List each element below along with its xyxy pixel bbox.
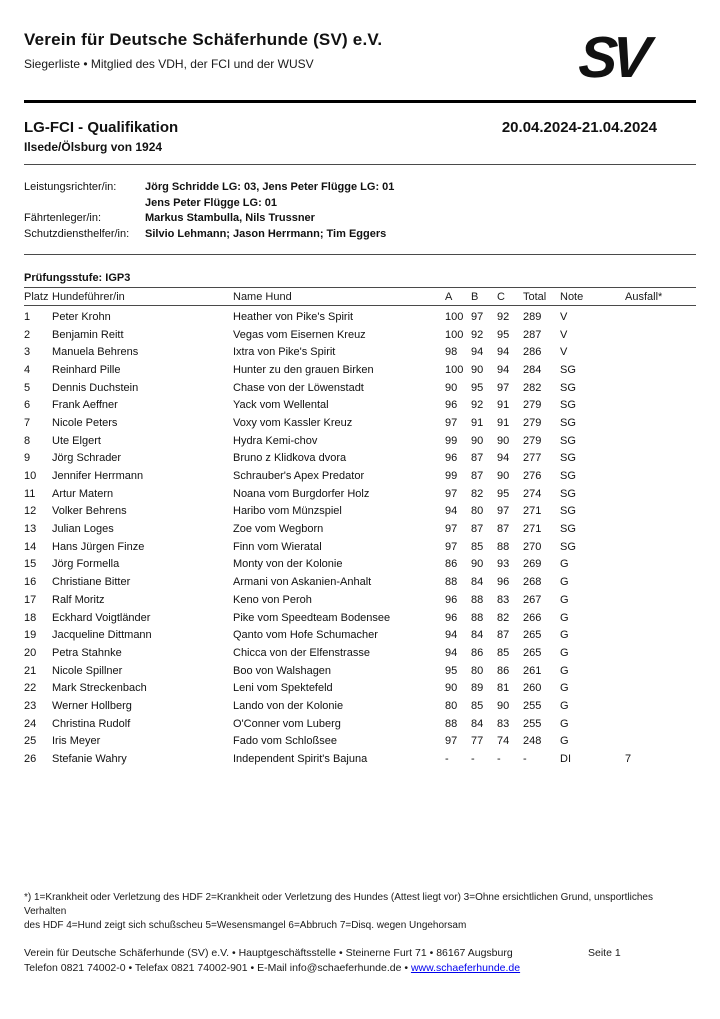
cell-note: SG	[560, 523, 576, 536]
cell-dog-name: Lando von der Kolonie	[233, 699, 344, 712]
cell-dog-name: Schrauber's Apex Predator	[233, 470, 365, 483]
cell-note: SG	[560, 434, 576, 447]
spacer	[24, 768, 696, 891]
footer-contact: Telefon 0821 74002-0 • Telefax 0821 74002-901 • E-Mail info@schaeferhunde.de •	[24, 961, 411, 974]
official-label: Fährtenleger/in:	[24, 212, 102, 224]
cell-score-b: 97	[471, 310, 484, 323]
cell-score-c: 97	[497, 381, 510, 394]
cell-note: V	[560, 310, 568, 323]
cell-score-a: 99	[445, 434, 458, 447]
cell-handler: Nicole Spillner	[52, 664, 123, 677]
result-row	[24, 467, 696, 485]
result-row	[24, 644, 696, 662]
cell-dog-name: Pike vom Speedteam Bodensee	[233, 611, 391, 624]
cell-platz: 13	[24, 523, 37, 536]
cell-score-a: 88	[445, 717, 458, 730]
result-row	[24, 609, 696, 627]
official-value: Jörg Schridde LG: 03, Jens Peter Flügge LG: 01	[145, 181, 395, 193]
cell-total: 276	[523, 470, 542, 483]
cell-dog-name: Monty von der Kolonie	[233, 558, 343, 571]
cell-dog-name: Noana vom Burgdorfer Holz	[233, 487, 370, 500]
result-row	[24, 343, 696, 361]
result-row	[24, 432, 696, 450]
cell-score-c: 81	[497, 682, 510, 695]
footer-address: Verein für Deutsche Schäferhunde (SV) e.V. • Hauptgeschäftsstelle • Steinerne Furt 71 • 86167 Augsburg	[24, 947, 513, 959]
cell-score-a: 94	[445, 629, 458, 642]
cell-score-c: 94	[497, 363, 510, 376]
cell-score-a: 96	[445, 611, 458, 624]
cell-platz: 8	[24, 434, 31, 447]
official-row	[24, 196, 696, 212]
cell-score-b: 92	[471, 399, 484, 412]
cell-score-c: 94	[497, 346, 510, 359]
cell-note: G	[560, 629, 569, 642]
result-row	[24, 379, 696, 397]
results-header-row	[24, 288, 696, 305]
cell-dog-name: Fado vom Schloßsee	[233, 735, 337, 748]
cell-handler: Artur Matern	[52, 487, 114, 500]
website-link[interactable]: www.schaeferhunde.de	[410, 961, 521, 974]
cell-platz: 18	[24, 611, 37, 624]
cell-score-a: 100	[445, 328, 464, 341]
result-row	[24, 326, 696, 344]
cell-score-a: 96	[445, 593, 458, 606]
cell-handler: Frank Aeffner	[52, 399, 118, 412]
cell-platz: 26	[24, 753, 37, 766]
result-row	[24, 591, 696, 609]
cell-score-a: 80	[445, 699, 458, 712]
cell-handler: Jörg Schrader	[52, 452, 122, 465]
cell-score-c: 92	[497, 310, 510, 323]
cell-total: 266	[523, 611, 542, 624]
cell-note: SG	[560, 399, 576, 412]
official-value: Jens Peter Flügge LG: 01	[145, 196, 278, 209]
cell-score-a: 97	[445, 540, 458, 553]
cell-score-c: 97	[497, 505, 510, 518]
cell-score-c: 87	[497, 523, 510, 536]
cell-note: G	[560, 699, 569, 712]
result-row	[24, 396, 696, 414]
cell-score-a: 100	[445, 363, 464, 376]
cell-platz: 2	[24, 328, 31, 341]
cell-platz: 19	[24, 629, 37, 642]
page-footer	[24, 946, 696, 1019]
cell-platz: 22	[24, 682, 37, 695]
cell-handler: Iris Meyer	[52, 735, 101, 748]
official-label: Leistungsrichter/in:	[24, 181, 117, 193]
cell-total: 248	[523, 735, 542, 748]
cell-dog-name: Armani von Askanien-Anhalt	[233, 576, 372, 589]
result-row	[24, 538, 696, 556]
cell-score-a: 100	[445, 310, 464, 323]
cell-score-b: 80	[471, 505, 484, 518]
col-header-score-c: C	[497, 290, 505, 303]
cell-platz: 16	[24, 576, 37, 589]
official-row	[24, 227, 696, 243]
cell-note: SG	[560, 452, 576, 465]
result-row	[24, 308, 696, 326]
cell-platz: 5	[24, 381, 31, 394]
cell-note: DI	[560, 753, 571, 766]
cell-note: V	[560, 346, 568, 359]
cell-note: G	[560, 611, 569, 624]
divider-thin	[24, 164, 696, 165]
cell-handler: Eckhard Voigtländer	[52, 611, 151, 624]
cell-score-b: 82	[471, 487, 484, 500]
org-name: Verein für Deutsche Schäferhunde (SV) e.V.	[24, 30, 383, 49]
officials-list	[24, 180, 696, 242]
cell-total: 286	[523, 346, 542, 359]
col-header-score-b: B	[471, 290, 479, 303]
cell-score-a: 97	[445, 416, 458, 429]
cell-platz: 15	[24, 558, 37, 571]
cell-platz: 17	[24, 593, 37, 606]
cell-note: G	[560, 664, 569, 677]
col-header-total: Total	[523, 290, 547, 303]
cell-ausfall: 7	[625, 753, 632, 766]
page-number: Seite 1	[588, 947, 621, 959]
cell-total: 277	[523, 452, 542, 465]
cell-score-a: 96	[445, 399, 458, 412]
cell-score-a: 90	[445, 381, 458, 394]
cell-handler: Ute Elgert	[52, 434, 101, 447]
cell-note: SG	[560, 470, 576, 483]
cell-note: G	[560, 735, 569, 748]
cell-handler: Julian Loges	[52, 523, 114, 536]
cell-score-a: -	[445, 753, 449, 766]
cell-score-a: 96	[445, 452, 458, 465]
cell-total: 268	[523, 576, 542, 589]
cell-score-b: 88	[471, 611, 484, 624]
masthead	[24, 25, 696, 90]
cell-score-a: 94	[445, 646, 458, 659]
cell-total: 255	[523, 717, 542, 730]
cell-platz: 20	[24, 646, 37, 659]
cell-score-b: 92	[471, 328, 484, 341]
cell-dog-name: Bruno z Klidkova dvora	[233, 452, 347, 465]
cell-score-b: 91	[471, 416, 484, 429]
cell-platz: 3	[24, 346, 31, 359]
cell-total: 255	[523, 699, 542, 712]
cell-score-b: 85	[471, 699, 484, 712]
cell-dog-name: Hydra Kemi-chov	[233, 434, 318, 447]
result-row	[24, 520, 696, 538]
result-row	[24, 715, 696, 733]
cell-handler: Volker Behrens	[52, 505, 127, 518]
cell-dog-name: Leni vom Spektefeld	[233, 682, 333, 695]
cell-total: 265	[523, 646, 542, 659]
result-row	[24, 750, 696, 768]
cell-score-c: 96	[497, 576, 510, 589]
cell-total: -	[523, 753, 527, 766]
cell-dog-name: Qanto vom Hofe Schumacher	[233, 629, 378, 642]
cell-score-c: 87	[497, 629, 510, 642]
cell-score-b: 90	[471, 434, 484, 447]
cell-note: SG	[560, 416, 576, 429]
results-section	[24, 255, 696, 768]
cell-total: 260	[523, 682, 542, 695]
cell-score-b: 87	[471, 470, 484, 483]
cell-score-b: 95	[471, 381, 484, 394]
cell-note: G	[560, 593, 569, 606]
col-header-platz: Platz	[24, 290, 49, 303]
result-row	[24, 414, 696, 432]
cell-handler: Ralf Moritz	[52, 593, 105, 606]
cell-score-b: 94	[471, 346, 484, 359]
cell-score-b: 90	[471, 558, 484, 571]
cell-handler: Petra Stahnke	[52, 646, 122, 659]
cell-platz: 4	[24, 363, 31, 376]
event-date-range: 20.04.2024-21.04.2024	[501, 119, 657, 136]
footnote	[24, 891, 696, 933]
cell-dog-name: Haribo vom Münzspiel	[233, 505, 342, 518]
cell-handler: Jörg Formella	[52, 558, 120, 571]
cell-platz: 10	[24, 470, 37, 483]
cell-score-a: 97	[445, 735, 458, 748]
result-row	[24, 733, 696, 751]
cell-dog-name: Yack vom Wellental	[233, 399, 329, 412]
cell-score-c: 82	[497, 611, 510, 624]
cell-dog-name: Hunter zu den grauen Birken	[233, 363, 374, 376]
cell-total: 284	[523, 363, 542, 376]
cell-score-a: 97	[445, 487, 458, 500]
cell-total: 271	[523, 523, 542, 536]
cell-total: 289	[523, 310, 542, 323]
official-row	[24, 180, 696, 196]
trial-level-label: Prüfungsstufe: IGP3	[24, 272, 131, 284]
footnote-line: des HDF 4=Hund zeigt sich schußscheu 5=Wesensmangel 6=Abbruch 7=Disq. wegen Ungehorsam	[24, 920, 467, 931]
cell-platz: 12	[24, 505, 37, 518]
cell-score-c: 86	[497, 664, 510, 677]
cell-handler: Nicole Peters	[52, 416, 118, 429]
result-row	[24, 679, 696, 697]
cell-score-c: 83	[497, 717, 510, 730]
cell-score-c: 95	[497, 328, 510, 341]
cell-score-c: 93	[497, 558, 510, 571]
cell-note: V	[560, 328, 568, 341]
cell-score-b: -	[471, 753, 475, 766]
cell-score-c: 90	[497, 434, 510, 447]
cell-platz: 11	[24, 487, 36, 500]
cell-handler: Werner Hollberg	[52, 699, 132, 712]
cell-score-b: 87	[471, 452, 484, 465]
cell-handler: Christina Rudolf	[52, 717, 131, 730]
event-block	[24, 103, 696, 154]
result-row	[24, 450, 696, 468]
cell-total: 269	[523, 558, 542, 571]
cell-total: 265	[523, 629, 542, 642]
cell-total: 271	[523, 505, 542, 518]
result-row	[24, 573, 696, 591]
cell-score-c: 74	[497, 735, 510, 748]
cell-handler: Christiane Bitter	[52, 576, 131, 589]
cell-total: 261	[523, 664, 542, 677]
cell-platz: 1	[24, 310, 31, 323]
cell-score-b: 87	[471, 523, 484, 536]
result-row	[24, 697, 696, 715]
cell-platz: 25	[24, 735, 37, 748]
col-header-note: Note	[560, 290, 584, 303]
divider-thin	[24, 305, 696, 306]
cell-score-a: 95	[445, 664, 458, 677]
cell-platz: 21	[24, 664, 37, 677]
cell-score-b: 84	[471, 717, 484, 730]
cell-dog-name: Keno von Peroh	[233, 593, 312, 606]
cell-platz: 24	[24, 717, 37, 730]
cell-dog-name: Chicca von der Elfenstrasse	[233, 646, 370, 659]
cell-score-a: 94	[445, 505, 458, 518]
cell-handler: Benjamin Reitt	[52, 328, 124, 341]
cell-note: G	[560, 717, 569, 730]
cell-score-b: 84	[471, 629, 484, 642]
cell-dog-name: O'Conner vom Luberg	[233, 717, 341, 730]
sv-logo: SV	[576, 25, 648, 90]
cell-score-a: 86	[445, 558, 458, 571]
cell-dog-name: Heather von Pike's Spirit	[233, 310, 354, 323]
official-label	[24, 196, 145, 212]
cell-score-b: 90	[471, 363, 484, 376]
result-row	[24, 361, 696, 379]
cell-note: SG	[560, 487, 576, 500]
result-row	[24, 503, 696, 521]
cell-dog-name: Finn vom Wieratal	[233, 540, 322, 553]
cell-score-c: -	[497, 753, 501, 766]
cell-total: 287	[523, 328, 542, 341]
cell-total: 274	[523, 487, 542, 500]
cell-handler: Dennis Duchstein	[52, 381, 139, 394]
cell-dog-name: Voxy vom Kassler Kreuz	[233, 416, 353, 429]
cell-score-c: 91	[497, 399, 510, 412]
cell-note: SG	[560, 381, 576, 394]
cell-handler: Stefanie Wahry	[52, 753, 127, 766]
cell-dog-name: Ixtra von Pike's Spirit	[233, 346, 336, 359]
cell-handler: Hans Jürgen Finze	[52, 540, 145, 553]
cell-score-c: 90	[497, 470, 510, 483]
cell-score-a: 88	[445, 576, 458, 589]
result-row	[24, 556, 696, 574]
cell-handler: Mark Streckenbach	[52, 682, 147, 695]
cell-note: G	[560, 558, 569, 571]
cell-score-b: 77	[471, 735, 484, 748]
cell-score-c: 90	[497, 699, 510, 712]
cell-score-a: 90	[445, 682, 458, 695]
cell-platz: 23	[24, 699, 37, 712]
cell-score-c: 94	[497, 452, 510, 465]
masthead-text	[24, 30, 382, 71]
cell-platz: 6	[24, 399, 31, 412]
cell-score-b: 88	[471, 593, 484, 606]
result-row	[24, 485, 696, 503]
event-title: LG-FCI - Qualifikation	[24, 119, 179, 136]
col-header-score-a: A	[445, 290, 453, 303]
official-label: Schutzdiensthelfer/in:	[24, 227, 130, 240]
cell-score-a: 97	[445, 523, 458, 536]
cell-score-c: 95	[497, 487, 510, 500]
results-rows	[24, 308, 696, 768]
cell-dog-name: Independent Spirit's Bajuna	[233, 753, 368, 766]
cell-total: 282	[523, 381, 542, 394]
official-row	[24, 211, 696, 227]
result-row	[24, 662, 696, 680]
cell-platz: 9	[24, 452, 31, 465]
cell-dog-name: Vegas vom Eisernen Kreuz	[233, 328, 366, 341]
event-club: Ilsede/Ölsburg von 1924	[24, 140, 163, 154]
cell-handler: Reinhard Pille	[52, 363, 121, 376]
result-row	[24, 626, 696, 644]
cell-platz: 7	[24, 416, 31, 429]
cell-dog-name: Boo von Walshagen	[233, 664, 332, 677]
cell-score-a: 99	[445, 470, 458, 483]
cell-score-b: 80	[471, 664, 484, 677]
cell-dog-name: Chase von der Löwenstadt	[233, 381, 364, 394]
cell-total: 279	[523, 399, 542, 412]
cell-total: 279	[523, 434, 542, 447]
cell-note: SG	[560, 505, 576, 518]
footnote-line: *) 1=Krankheit oder Verletzung des HDF 2=Krankheit oder Verletzung des Hundes (Attest liegt vor) 3=Ohne ersichtlichen Grund, unsportliches Verhalten	[24, 892, 653, 917]
cell-score-c: 83	[497, 593, 510, 606]
cell-score-b: 89	[471, 682, 484, 695]
cell-score-a: 98	[445, 346, 458, 359]
cell-note: SG	[560, 540, 576, 553]
cell-score-c: 88	[497, 540, 510, 553]
org-subtitle: Siegerliste • Mitglied des VDH, der FCI und der WUSV	[24, 57, 314, 71]
col-header-ausfall: Ausfall*	[625, 290, 663, 303]
cell-score-c: 85	[497, 646, 510, 659]
cell-total: 270	[523, 540, 542, 553]
cell-handler: Manuela Behrens	[52, 346, 139, 359]
cell-note: G	[560, 576, 569, 589]
cell-note: G	[560, 646, 569, 659]
cell-handler: Peter Krohn	[52, 310, 111, 323]
cell-handler: Jacqueline Dittmann	[52, 629, 152, 642]
cell-total: 267	[523, 593, 542, 606]
cell-total: 279	[523, 416, 542, 429]
cell-score-b: 85	[471, 540, 484, 553]
col-header-handler: Hundeführer/in	[52, 290, 125, 303]
cell-score-b: 86	[471, 646, 484, 659]
cell-note: SG	[560, 363, 576, 376]
official-value: Markus Stambulla, Nils Trussner	[145, 212, 315, 224]
col-header-dog-name: Name Hund	[233, 290, 292, 303]
cell-dog-name: Zoe vom Wegborn	[233, 523, 324, 536]
cell-handler: Jennifer Herrmann	[52, 470, 144, 483]
cell-score-c: 91	[497, 416, 510, 429]
results-header	[24, 288, 696, 305]
cell-score-b: 84	[471, 576, 484, 589]
official-value: Silvio Lehmann; Jason Herrmann; Tim Eggers	[145, 227, 387, 240]
cell-note: G	[560, 682, 569, 695]
cell-platz: 14	[24, 540, 37, 553]
